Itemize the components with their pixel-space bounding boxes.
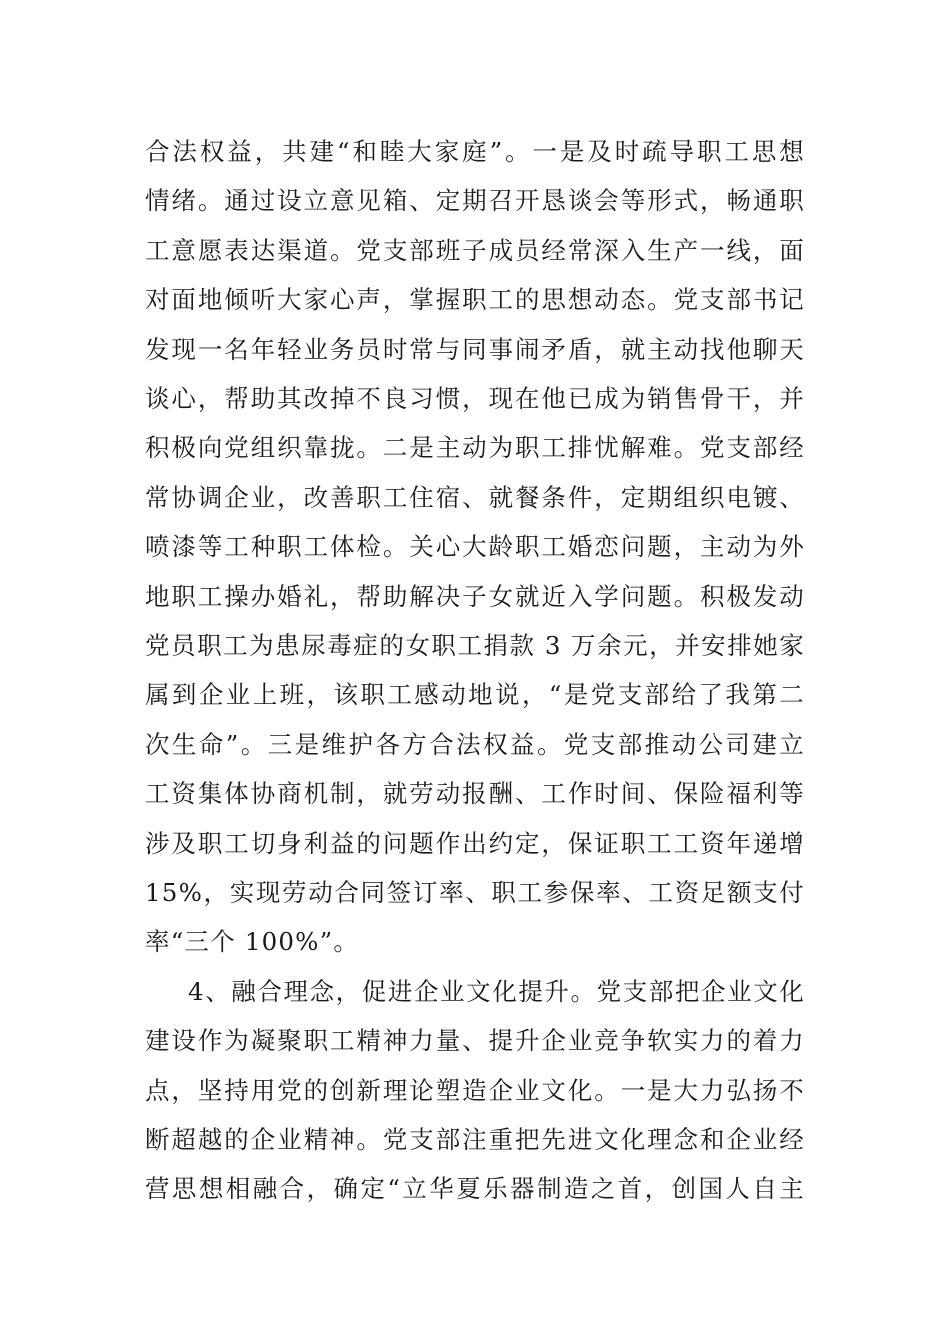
text-line: 发现一名年轻业务员时常与同事闹矛盾，就主动找他聊天 [145, 334, 805, 364]
text-line: 工资集体协商机制，就劳动报酬、工作时间、保险福利等 [145, 779, 805, 809]
text-line: 党员职工为患尿毒症的女职工捐款 3 万余元，并安排她家 [145, 631, 805, 660]
text-line: 点，坚持用党的创新理论塑造企业文化。一是大力弘扬不 [145, 1075, 805, 1105]
text-line: 营思想相融合，确定“立华夏乐器制造之首，创国人自主 [145, 1174, 805, 1204]
text-line: 属到企业上班，该职工感动地说，“是党支部给了我第二 [145, 680, 805, 710]
text-line: 断超越的企业精神。党支部注重把先进文化理念和企业经 [145, 1125, 805, 1154]
text-line: 谈心，帮助其改掉不良习惯，现在他已成为销售骨干，并 [145, 384, 805, 413]
text-line: 15%，实现劳动合同签订率、职工参保率、工资足额支付 [145, 878, 805, 907]
text-line: 工意愿表达渠道。党支部班子成员经常深入生产一线，面 [145, 235, 805, 265]
text-line: 常协调企业，改善职工住宿、就餐条件，定期组织电镀、 [145, 482, 805, 512]
text-line: 合法权益，共建“和睦大家庭”。一是及时疏导职工思想 [145, 137, 805, 166]
text-line: 情绪。通过设立意见箱、定期召开恳谈会等形式，畅通职 [145, 186, 805, 216]
text-line: 对面地倾听大家心声，掌握职工的思想动态。党支部书记 [145, 285, 805, 315]
text-line: 喷漆等工种职工体检。关心大龄职工婚恋问题，主动为外 [145, 532, 805, 562]
text-line: 涉及职工切身利益的问题作出约定，保证职工工资年递增 [145, 828, 805, 858]
text-line: 积极向党组织靠拢。二是主动为职工排忧解难。党支部经 [145, 433, 805, 463]
section-heading-line: 4、融合理念，促进企业文化提升。党支部把企业文化 [188, 976, 805, 1006]
text-line: 建设作为凝聚职工精神力量、提升企业竞争软实力的着力 [145, 1026, 805, 1056]
text-line: 地职工操办婚礼，帮助解决子女就近入学问题。积极发动 [145, 581, 805, 611]
text-line: 次生命”。三是维护各方合法权益。党支部推动公司建立 [145, 729, 805, 759]
text-line: 率“三个 100%”。 [145, 927, 360, 957]
